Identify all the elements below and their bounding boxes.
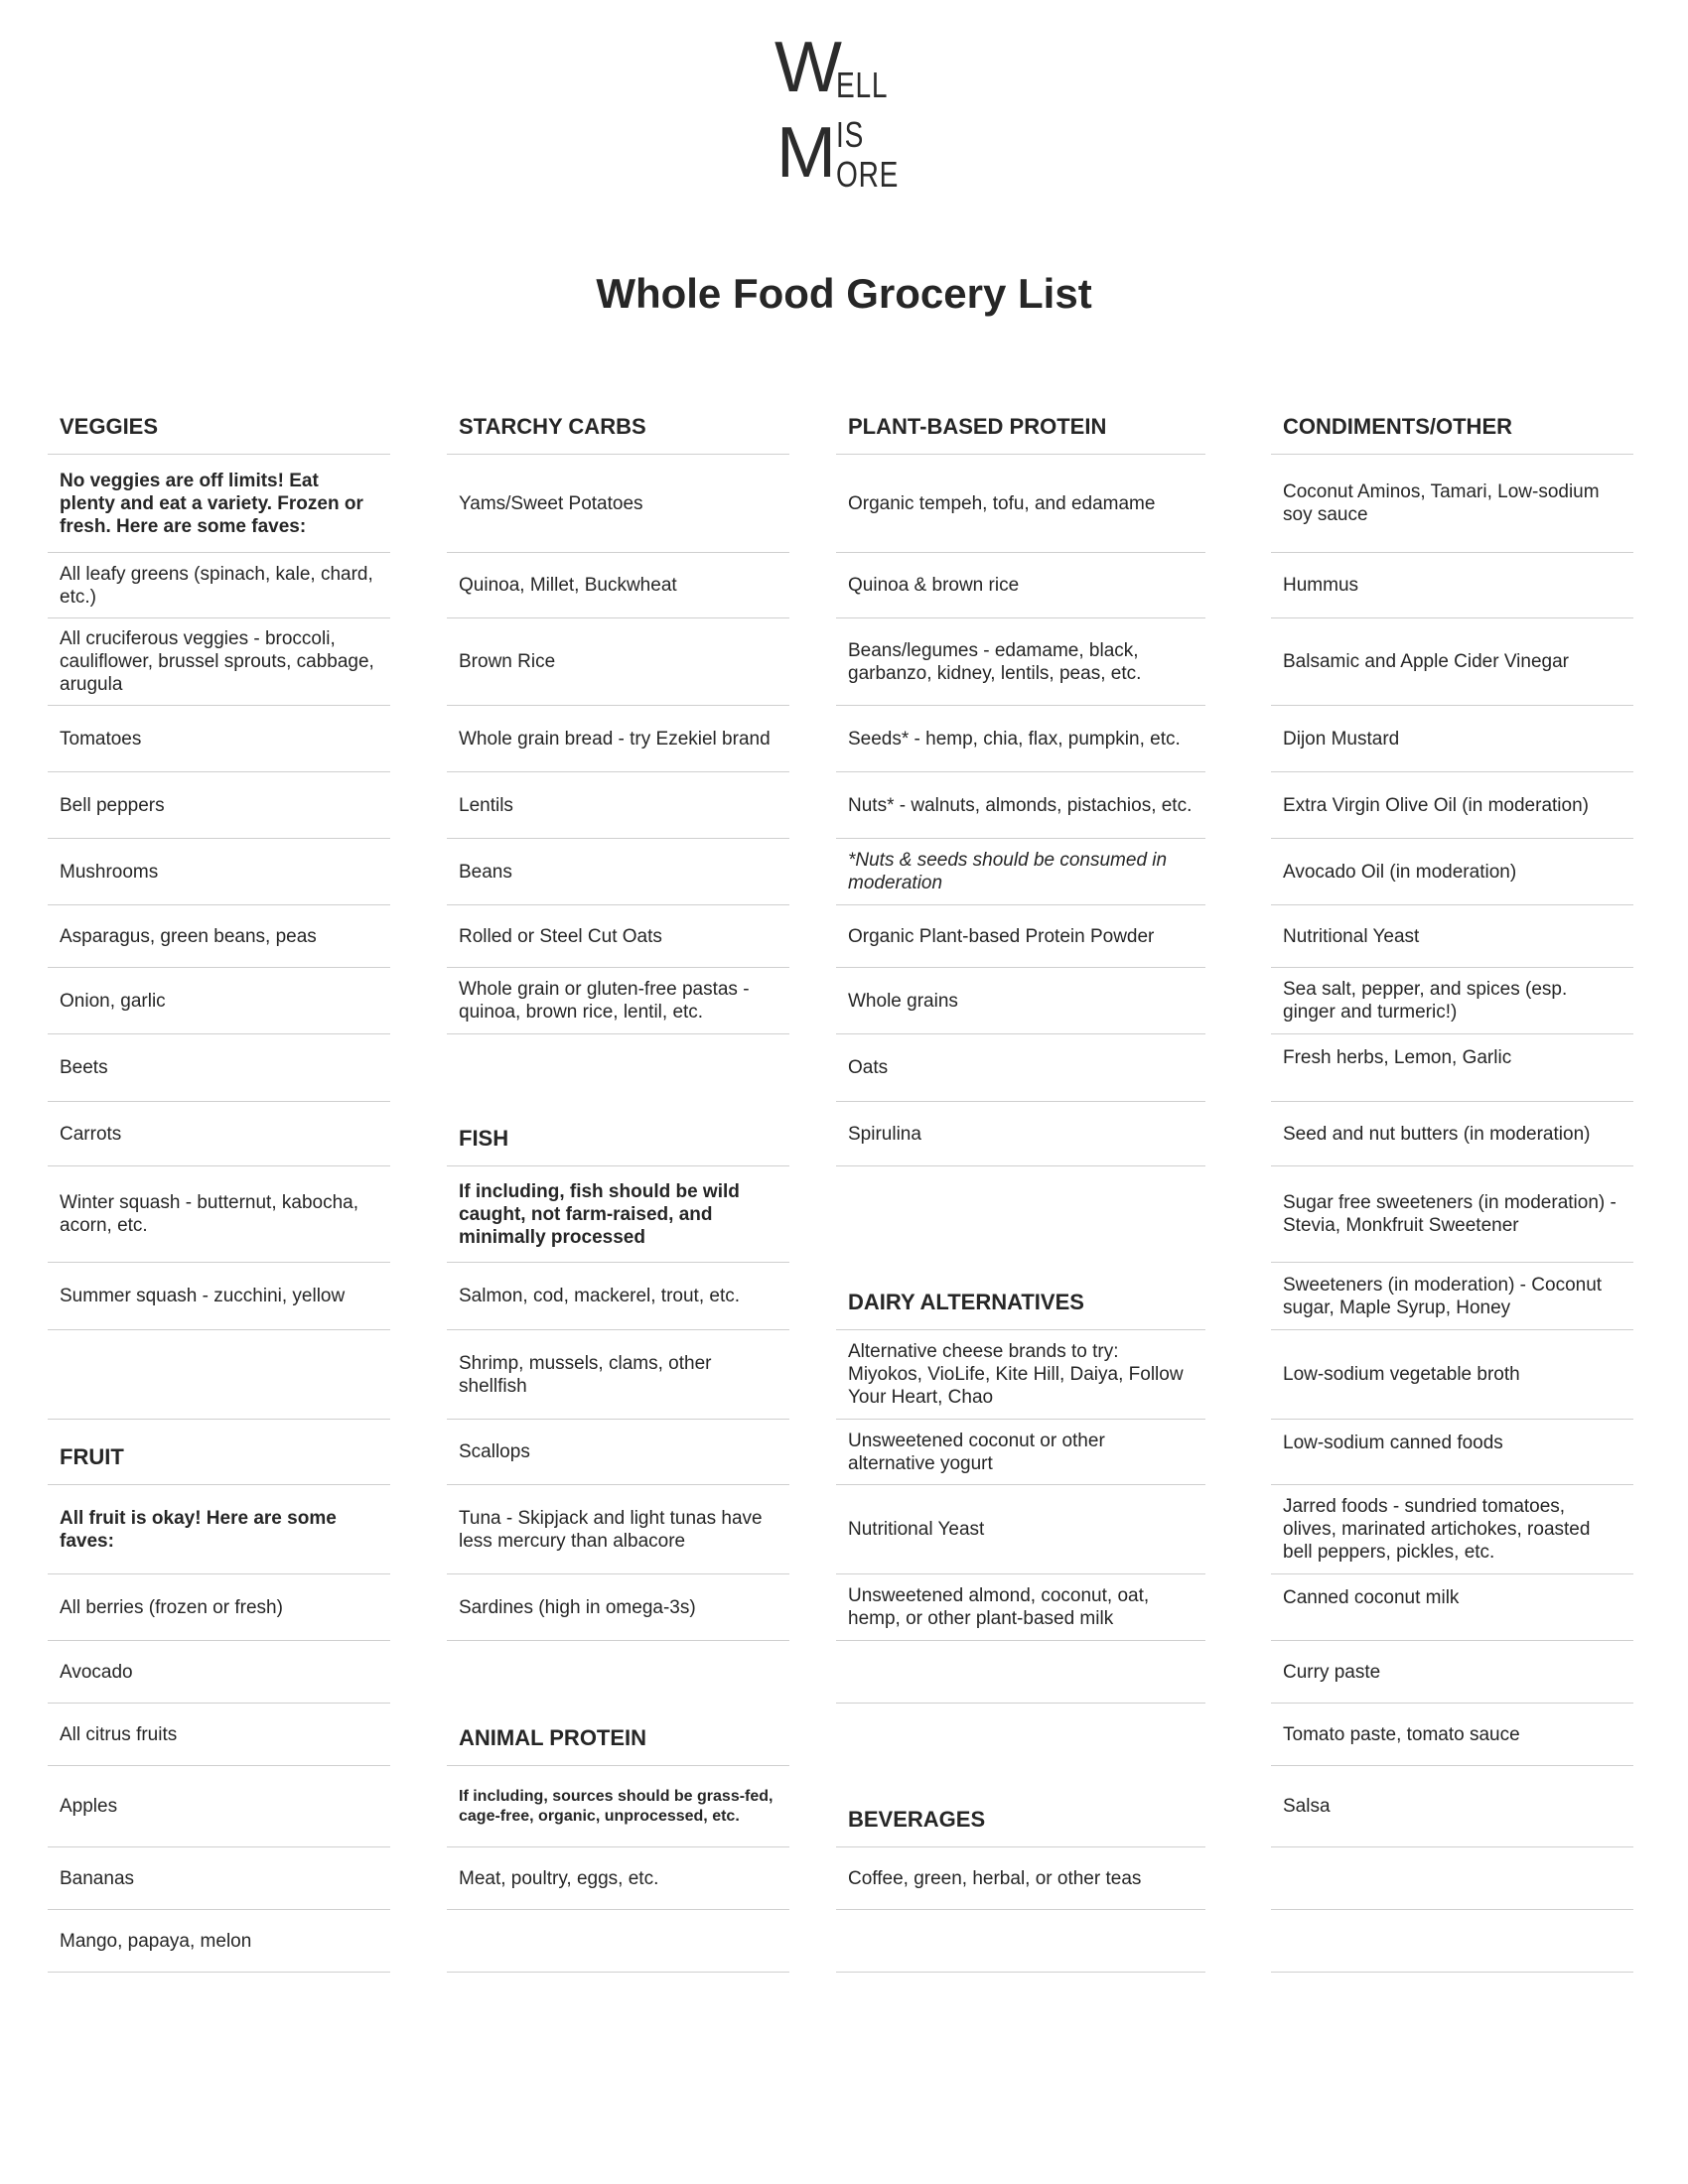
list-item: Whole grains [836,968,1205,1034]
list-item: If including, sources should be grass-fed, cage-free, organic, unprocessed, etc. [447,1766,789,1847]
list-item: Whole grain bread - try Ezekiel brand [447,706,789,772]
section-heading: DAIRY ALTERNATIVES [836,1263,1205,1330]
list-item: Mango, papaya, melon [48,1910,390,1973]
list-item: Yams/Sweet Potatoes [447,455,789,553]
section-heading: ANIMAL PROTEIN [447,1704,789,1766]
list-item: Summer squash - zucchini, yellow [48,1263,390,1330]
list-item: Fresh herbs, Lemon, Garlic [1271,1034,1633,1102]
list-item: Sardines (high in omega-3s) [447,1574,789,1641]
list-item: Spirulina [836,1102,1205,1166]
list-item: Sweeteners (in moderation) - Coconut sugar, Maple Syrup, Honey [1271,1263,1633,1330]
list-item: Curry paste [1271,1641,1633,1704]
list-item: No veggies are off limits! Eat plenty and eat a variety. Frozen or fresh. Here are some faves: [48,455,390,553]
page-title: Whole Food Grocery List [596,270,1092,317]
list-item: Bell peppers [48,772,390,839]
list-item: Tuna - Skipjack and light tunas have less mercury than albacore [447,1485,789,1574]
list-item: Nutritional Yeast [1271,905,1633,968]
list-item: Quinoa, Millet, Buckwheat [447,553,789,618]
logo-letter-w: W [774,28,840,107]
list-item: Rolled or Steel Cut Oats [447,905,789,968]
list-item: Extra Virgin Olive Oil (in moderation) [1271,772,1633,839]
list-item: Jarred foods - sundried tomatoes, olives, marinated artichokes, roasted bell peppers, pickles, etc. [1271,1485,1633,1574]
list-item: Scallops [447,1420,789,1485]
well-is-more-logo [774,28,918,201]
list-item: Dijon Mustard [1271,706,1633,772]
empty-row [836,1641,1205,1704]
empty-row [447,1910,789,1973]
list-item: Sugar free sweeteners (in moderation) - Stevia, Monkfruit Sweetener [1271,1166,1633,1263]
empty-row [836,1910,1205,1973]
logo-text-ell: ELL [836,65,889,105]
section-heading: VEGGIES [48,392,390,455]
list-item: Asparagus, green beans, peas [48,905,390,968]
empty-row [447,1034,789,1102]
list-item: Tomato paste, tomato sauce [1271,1704,1633,1766]
empty-row [1271,1910,1633,1973]
list-item: Low-sodium canned foods [1271,1420,1633,1485]
empty-row [1271,1847,1633,1910]
list-item: Alternative cheese brands to try: Miyokos, VioLife, Kite Hill, Daiya, Follow Your Heart, Chao [836,1330,1205,1420]
list-item: Beets [48,1034,390,1102]
list-item: Salsa [1271,1766,1633,1847]
list-item: Nuts* - walnuts, almonds, pistachios, etc. [836,772,1205,839]
list-item: Nutritional Yeast [836,1485,1205,1574]
section-heading: CONDIMENTS/OTHER [1271,392,1633,455]
list-item: Mushrooms [48,839,390,905]
logo-text-ore: ORE [836,154,900,195]
list-item: Shrimp, mussels, clams, other shellfish [447,1330,789,1420]
list-item: Salmon, cod, mackerel, trout, etc. [447,1263,789,1330]
empty-row [836,1166,1205,1263]
list-item: All cruciferous veggies - broccoli, cauliflower, brussel sprouts, cabbage, arugula [48,618,390,706]
list-item: Onion, garlic [48,968,390,1034]
empty-row [447,1641,789,1704]
empty-row [836,1704,1205,1766]
list-item: Brown Rice [447,618,789,706]
list-item: Beans [447,839,789,905]
list-item: Seed and nut butters (in moderation) [1271,1102,1633,1166]
list-item: Winter squash - butternut, kabocha, acorn, etc. [48,1166,390,1263]
list-item: *Nuts & seeds should be consumed in moderation [836,839,1205,905]
section-heading: FISH [447,1102,789,1166]
list-item: Apples [48,1766,390,1847]
list-item: Sea salt, pepper, and spices (esp. ginger and turmeric!) [1271,968,1633,1034]
section-heading: PLANT-BASED PROTEIN [836,392,1205,455]
section-heading: BEVERAGES [836,1766,1205,1847]
list-item: All citrus fruits [48,1704,390,1766]
list-item: Unsweetened coconut or other alternative yogurt [836,1420,1205,1485]
section-heading: STARCHY CARBS [447,392,789,455]
list-item: Seeds* - hemp, chia, flax, pumpkin, etc. [836,706,1205,772]
list-item: Hummus [1271,553,1633,618]
list-item: Low-sodium vegetable broth [1271,1330,1633,1420]
list-item: Beans/legumes - edamame, black, garbanzo, kidney, lentils, peas, etc. [836,618,1205,706]
list-item: Balsamic and Apple Cider Vinegar [1271,618,1633,706]
list-item: Bananas [48,1847,390,1910]
list-item: All fruit is okay! Here are some faves: [48,1485,390,1574]
list-item: Quinoa & brown rice [836,553,1205,618]
logo-text-is: IS [836,114,865,155]
list-item: Unsweetened almond, coconut, oat, hemp, or other plant-based milk [836,1574,1205,1641]
list-item: If including, fish should be wild caught, not farm-raised, and minimally processed [447,1166,789,1263]
section-heading: FRUIT [48,1420,390,1485]
list-item: Organic tempeh, tofu, and edamame [836,455,1205,553]
list-item: Oats [836,1034,1205,1102]
list-item: Coffee, green, herbal, or other teas [836,1847,1205,1910]
list-item: Avocado Oil (in moderation) [1271,839,1633,905]
empty-row [48,1330,390,1420]
list-item: Tomatoes [48,706,390,772]
list-item: Avocado [48,1641,390,1704]
list-item: Lentils [447,772,789,839]
list-item: Organic Plant-based Protein Powder [836,905,1205,968]
list-item: Coconut Aminos, Tamari, Low-sodium soy sauce [1271,455,1633,553]
list-item: Carrots [48,1102,390,1166]
list-item: All leafy greens (spinach, kale, chard, etc.) [48,553,390,618]
list-item: Canned coconut milk [1271,1574,1633,1641]
logo-letter-m: M [776,113,834,193]
list-item: Meat, poultry, eggs, etc. [447,1847,789,1910]
list-item: Whole grain or gluten-free pastas - quinoa, brown rice, lentil, etc. [447,968,789,1034]
list-item: All berries (frozen or fresh) [48,1574,390,1641]
